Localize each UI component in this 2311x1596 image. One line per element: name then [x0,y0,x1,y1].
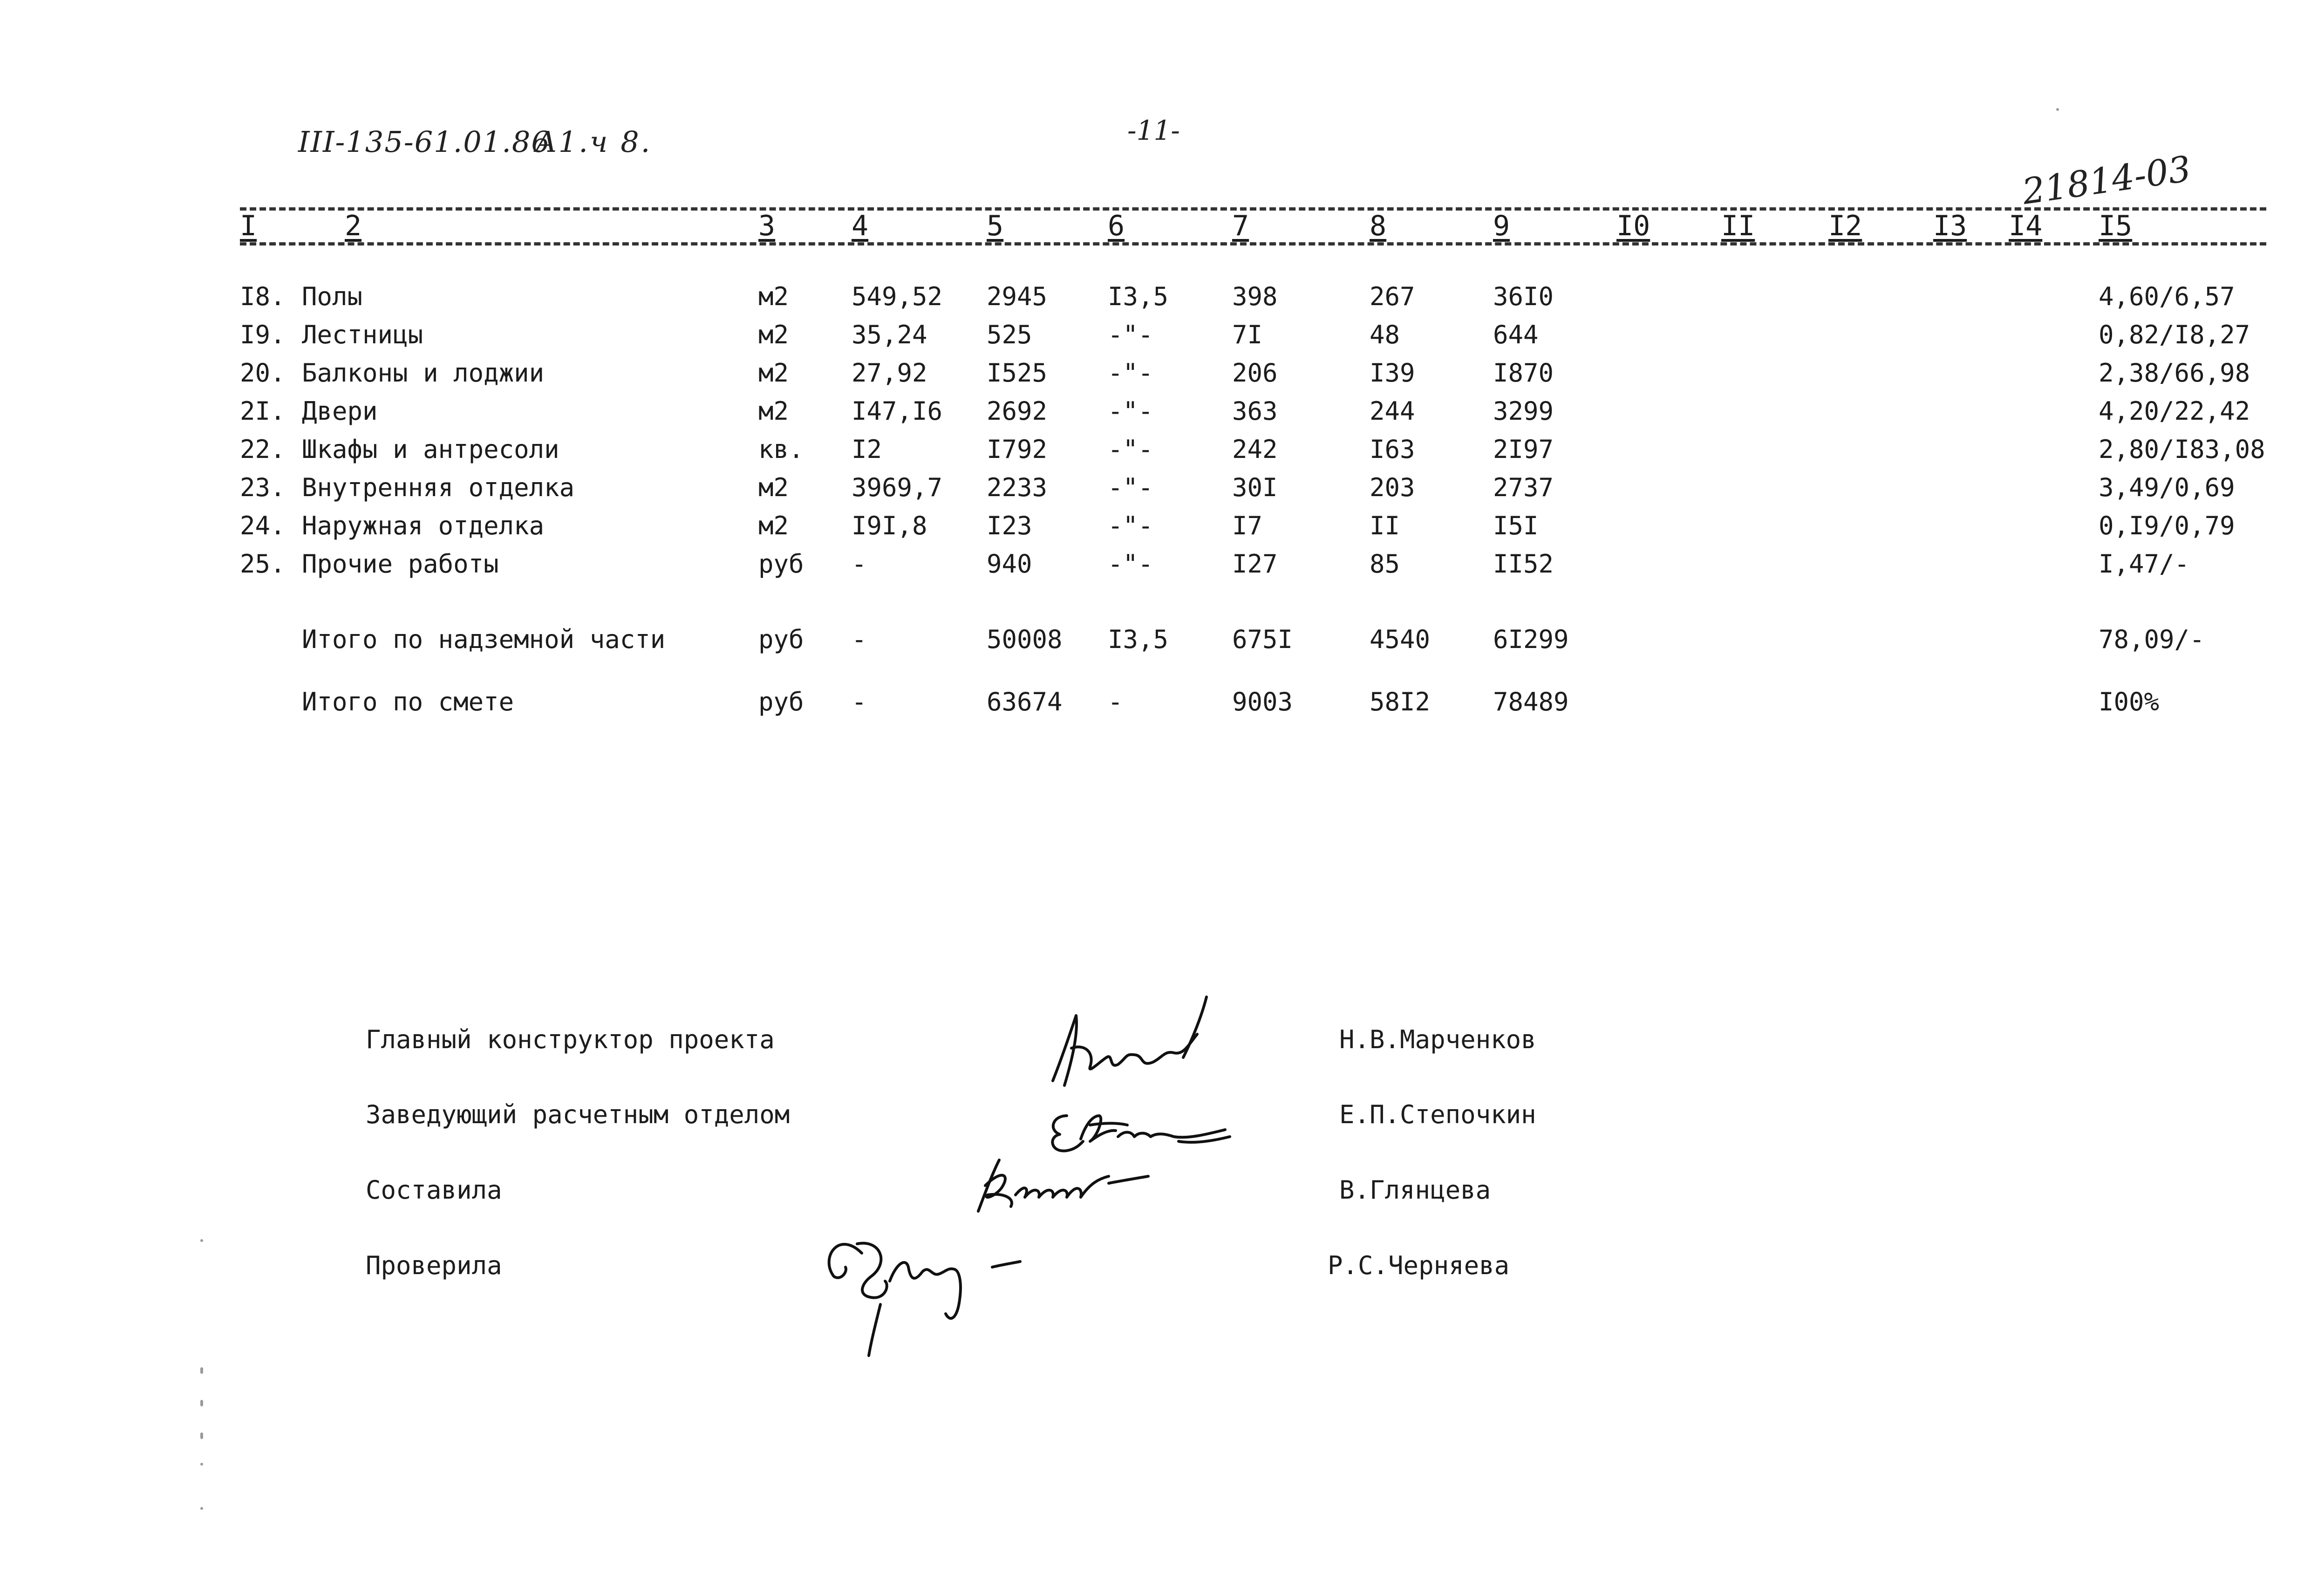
work-name: Наружная отделка [302,511,545,540]
cell-col15: 3,49/0,69 [2099,473,2235,502]
header-bottom-rule [240,242,2266,246]
cell-col15: I00% [2099,687,2160,716]
cell-col6: -"- [1108,435,1153,464]
work-name: Полы [302,282,363,311]
cell-col8: 58I2 [1370,687,1431,716]
column-number: 8 [1370,210,1387,242]
row-number: 25. [240,549,286,579]
unit: м2 [758,473,789,502]
column-number: I3 [1933,210,1967,242]
cell-col6: -"- [1108,473,1153,502]
cell-col8: 48 [1370,320,1400,349]
work-name: Лестницы [302,320,423,349]
cell-col15: 78,09/- [2099,625,2205,654]
cell-col15: I,47/- [2099,549,2190,579]
cell-col4: 549,52 [852,282,943,311]
cell-col5: 2233 [987,473,1048,502]
scan-speck [200,1367,203,1374]
column-number: II [1721,210,1755,242]
column-number: 3 [758,210,776,242]
signer-name: Р.С.Черняева [1328,1251,1510,1280]
document-code: III-135-61.01.86 [298,125,551,159]
total-label: Итого по смете [302,687,514,716]
page-number: -11- [1127,115,1180,146]
column-number: 4 [852,210,869,242]
signer-role: Заведующий расчетным отделом [366,1100,790,1129]
row-number: 2I. [240,396,286,426]
total-label: Итого по надземной части [302,625,666,654]
cell-col7: 9003 [1232,687,1293,716]
signer-role: Составила [366,1175,502,1205]
cell-col9: 6I299 [1493,625,1569,654]
cell-col4: I2 [852,435,882,464]
cell-col7: 242 [1232,435,1278,464]
signer-role: Проверила [366,1251,502,1280]
cell-col9: 2737 [1493,473,1554,502]
unit: руб [758,687,804,716]
cell-col15: 0,I9/0,79 [2099,511,2235,540]
cell-col5: 50008 [987,625,1063,654]
cell-col15: 2,80/I83,08 [2099,435,2265,464]
column-number: I2 [1828,210,1862,242]
cell-col7: 363 [1232,396,1278,426]
cell-col9: 644 [1493,320,1539,349]
work-name: Двери [302,396,378,426]
column-number: I [240,210,257,242]
cell-col8: 267 [1370,282,1415,311]
cell-col6: -"- [1108,549,1153,579]
cell-col6: -"- [1108,396,1153,426]
cell-col7: 398 [1232,282,1278,311]
unit: руб [758,549,804,579]
unit: кв. [758,435,804,464]
cell-col7: 206 [1232,358,1278,388]
cell-col5: 63674 [987,687,1063,716]
cell-col9: 36I0 [1493,282,1554,311]
cell-col4: I47,I6 [852,396,943,426]
cell-col4: - [852,687,867,716]
scan-speck [200,1432,203,1439]
cell-col8: I63 [1370,435,1415,464]
cell-col4: 3969,7 [852,473,943,502]
unit: руб [758,625,804,654]
cell-col6: -"- [1108,320,1153,349]
cell-col15: 4,60/6,57 [2099,282,2235,311]
cell-col9: 2I97 [1493,435,1554,464]
cell-col8: II [1370,511,1400,540]
cell-col7: 30I [1232,473,1278,502]
cell-col6: -"- [1108,358,1153,388]
cell-col7: 675I [1232,625,1293,654]
column-number: I0 [1616,210,1650,242]
cell-col5: I23 [987,511,1032,540]
row-number: 24. [240,511,286,540]
cell-col4: 35,24 [852,320,927,349]
cell-col5: 940 [987,549,1032,579]
cell-col4: 27,92 [852,358,927,388]
column-number: I5 [2099,210,2133,242]
cell-col15: 0,82/I8,27 [2099,320,2250,349]
cell-col8: 203 [1370,473,1415,502]
cell-col15: 2,38/66,98 [2099,358,2250,388]
row-number: 23. [240,473,286,502]
row-number: 20. [240,358,286,388]
column-number: I4 [2009,210,2043,242]
scan-speck [200,1463,203,1466]
cell-col5: I792 [987,435,1048,464]
cell-col9: II52 [1493,549,1554,579]
signature-stepochkin [1039,1097,1234,1158]
unit: м2 [758,511,789,540]
cell-col4: - [852,549,867,579]
cell-col6: I3,5 [1108,625,1169,654]
document-part: A1.ч 8. [536,125,652,159]
work-name: Шкафы и антресоли [302,435,559,464]
cell-col4: I9I,8 [852,511,927,540]
row-number: 22. [240,435,286,464]
work-name: Балконы и лоджии [302,358,545,388]
column-number: 5 [987,210,1004,242]
unit: м2 [758,282,789,311]
column-number: 9 [1493,210,1510,242]
signer-name: Н.В.Марченков [1339,1025,1536,1054]
row-number: I8. [240,282,286,311]
cell-col5: 2945 [987,282,1048,311]
inventory-number: 21814-03 [2019,148,2194,212]
cell-col5: 525 [987,320,1032,349]
work-name: Прочие работы [302,549,499,579]
signature-marchenkov [1043,988,1220,1099]
scan-speck [200,1507,203,1510]
cell-col5: 2692 [987,396,1048,426]
column-number: 2 [345,210,362,242]
signer-name: В.Глянцева [1339,1175,1491,1205]
column-number: 6 [1108,210,1125,242]
signature-glyantseva [960,1151,1155,1216]
cell-col8: 4540 [1370,625,1431,654]
cell-col9: 3299 [1493,396,1554,426]
cell-col5: I525 [987,358,1048,388]
signature-chernyaeva [820,1211,1034,1360]
cell-col6: -"- [1108,511,1153,540]
cell-col8: I39 [1370,358,1415,388]
unit: м2 [758,320,789,349]
cell-col9: I5I [1493,511,1539,540]
cell-col6: - [1108,687,1123,716]
cell-col7: I27 [1232,549,1278,579]
unit: м2 [758,396,789,426]
cell-col7: 7I [1232,320,1263,349]
cell-col4: - [852,625,867,654]
unit: м2 [758,358,789,388]
cell-col7: I7 [1232,511,1263,540]
cell-col15: 4,20/22,42 [2099,396,2250,426]
scan-speck [2056,108,2059,111]
scan-speck [200,1239,203,1242]
cell-col9: I870 [1493,358,1554,388]
row-number: I9. [240,320,286,349]
cell-col8: 244 [1370,396,1415,426]
work-name: Внутренняя отделка [302,473,575,502]
signer-role: Главный конструктор проекта [366,1025,775,1054]
scan-speck [200,1400,203,1406]
column-number: 7 [1232,210,1249,242]
cell-col6: I3,5 [1108,282,1169,311]
cell-col9: 78489 [1493,687,1569,716]
signer-name: Е.П.Степочкин [1339,1100,1536,1129]
cell-col8: 85 [1370,549,1400,579]
